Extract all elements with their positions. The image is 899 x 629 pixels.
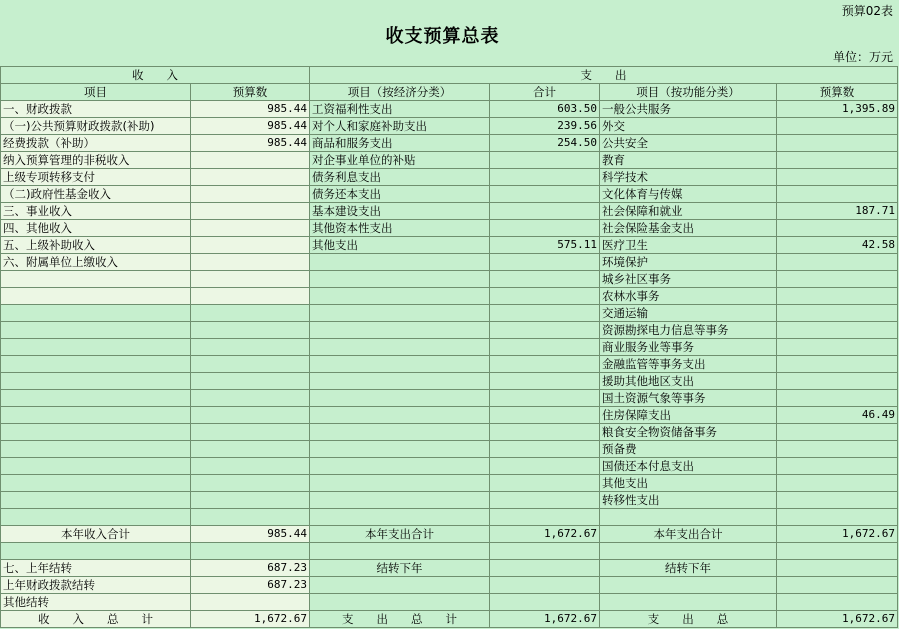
economic-total-cell [490, 594, 600, 611]
income-budget-cell: 985.44 [191, 135, 310, 152]
table-row [1, 458, 898, 475]
page-title: 收支预算总表 [385, 26, 500, 47]
income-item-cell [1, 322, 191, 339]
functional-budget-cell [777, 186, 898, 203]
income-item-cell: （二)政府性基金收入 [1, 186, 191, 203]
functional-budget-cell [777, 305, 898, 322]
income-budget-cell [191, 305, 310, 322]
income-budget-cell [191, 356, 310, 373]
income-group-header: 收 入 [1, 67, 310, 84]
economic-item-cell: 工资福利性支出 [310, 101, 490, 118]
economic-total-cell: 1,672.67 [490, 611, 600, 628]
income-item-cell [1, 288, 191, 305]
economic-item-cell [310, 492, 490, 509]
table-row [1, 118, 898, 135]
functional-item-cell: 公共安全 [600, 135, 777, 152]
functional-budget-cell [777, 390, 898, 407]
column-header-row [1, 84, 898, 101]
economic-item-cell [310, 322, 490, 339]
functional-item-cell [600, 594, 777, 611]
functional-budget-cell [777, 169, 898, 186]
economic-item-cell: 结转下年 [310, 560, 490, 577]
economic-item-cell [310, 305, 490, 322]
functional-item-cell: 医疗卫生 [600, 237, 777, 254]
table-row [1, 101, 898, 118]
income-item-cell: 收 入 总 计 [1, 611, 191, 628]
income-budget-cell [191, 390, 310, 407]
functional-budget-cell: 46.49 [777, 407, 898, 424]
functional-budget-cell [777, 339, 898, 356]
table-row [1, 390, 898, 407]
functional-item-cell: 科学技术 [600, 169, 777, 186]
income-item-cell [1, 424, 191, 441]
economic-item-cell [310, 509, 490, 526]
economic-item-cell: 债务还本支出 [310, 186, 490, 203]
functional-budget-cell [777, 322, 898, 339]
economic-item-cell [310, 373, 490, 390]
functional-budget-cell [777, 152, 898, 169]
income-item-cell: 本年收入合计 [1, 526, 191, 543]
table-row [1, 509, 898, 526]
economic-total-cell [490, 322, 600, 339]
economic-item-cell: 本年支出合计 [310, 526, 490, 543]
income-budget-cell [191, 169, 310, 186]
functional-item-cell: 一般公共服务 [600, 101, 777, 118]
functional-item-cell: 转移性支出 [600, 492, 777, 509]
table-row [1, 492, 898, 509]
functional-item-cell: 资源勘探电力信息等事务 [600, 322, 777, 339]
unit-label: 单位：万元 [832, 50, 893, 64]
economic-item-cell: 支 出 总 计 [310, 611, 490, 628]
economic-total-cell: 603.50 [490, 101, 600, 118]
income-budget-cell [191, 475, 310, 492]
functional-item-cell: 其他支出 [600, 475, 777, 492]
income-budget-cell: 1,672.67 [191, 611, 310, 628]
economic-item-cell: 对个人和家庭补助支出 [310, 118, 490, 135]
functional-budget-cell [777, 135, 898, 152]
table-row [1, 577, 898, 594]
table-row [1, 305, 898, 322]
economic-total-cell [490, 288, 600, 305]
economic-total-cell: 239.56 [490, 118, 600, 135]
economic-total-cell [490, 424, 600, 441]
functional-item-cell: 预备费 [600, 441, 777, 458]
economic-item-cell: 债务利息支出 [310, 169, 490, 186]
economic-item-cell [310, 339, 490, 356]
table-row [1, 594, 898, 611]
economic-total-cell [490, 577, 600, 594]
income-item-cell: 上级专项转移支付 [1, 169, 191, 186]
income-budget-cell [191, 407, 310, 424]
functional-item-cell: 结转下年 [600, 560, 777, 577]
functional-budget-cell: 187.71 [777, 203, 898, 220]
table-row [1, 407, 898, 424]
functional-budget-cell [777, 220, 898, 237]
economic-total-cell [490, 220, 600, 237]
functional-budget-cell [777, 424, 898, 441]
table-row [1, 271, 898, 288]
income-item-cell [1, 356, 191, 373]
income-item-cell [1, 475, 191, 492]
economic-item-cell [310, 441, 490, 458]
table-row [1, 288, 898, 305]
table-row [1, 254, 898, 271]
economic-total-cell: 254.50 [490, 135, 600, 152]
economic-total-cell [490, 186, 600, 203]
economic-total-cell [490, 152, 600, 169]
economic-item-cell [310, 594, 490, 611]
income-budget-cell [191, 152, 310, 169]
economic-item-cell [310, 356, 490, 373]
functional-budget-cell [777, 458, 898, 475]
economic-total-cell [490, 339, 600, 356]
col-header-functional-budget: 预算数 [777, 84, 898, 101]
income-item-cell: 三、事业收入 [1, 203, 191, 220]
income-item-cell [1, 339, 191, 356]
income-budget-cell [191, 458, 310, 475]
functional-item-cell: 社会保障和就业 [600, 203, 777, 220]
functional-item-cell: 交通运输 [600, 305, 777, 322]
functional-budget-cell [777, 118, 898, 135]
table-row [1, 424, 898, 441]
col-header-income-budget: 预算数 [191, 84, 310, 101]
economic-total-cell [490, 356, 600, 373]
income-item-cell: 纳入预算管理的非税收入 [1, 152, 191, 169]
functional-item-cell: 支 出 总 [600, 611, 777, 628]
income-budget-cell: 985.44 [191, 526, 310, 543]
functional-item-cell: 粮食安全物资储备事务 [600, 424, 777, 441]
functional-budget-cell [777, 441, 898, 458]
economic-item-cell: 其他资本性支出 [310, 220, 490, 237]
economic-item-cell: 基本建设支出 [310, 203, 490, 220]
functional-item-cell: 教育 [600, 152, 777, 169]
table-row [1, 560, 898, 577]
income-item-cell: 其他结转 [1, 594, 191, 611]
economic-total-cell [490, 203, 600, 220]
income-item-cell [1, 305, 191, 322]
income-item-cell: 上年财政拨款结转 [1, 577, 191, 594]
income-budget-cell [191, 237, 310, 254]
economic-total-cell [490, 254, 600, 271]
income-budget-cell [191, 373, 310, 390]
functional-item-cell [600, 543, 777, 560]
income-item-cell [1, 407, 191, 424]
economic-total-cell [490, 475, 600, 492]
economic-item-cell [310, 543, 490, 560]
economic-total-cell [490, 543, 600, 560]
functional-budget-cell [777, 373, 898, 390]
functional-budget-cell [777, 288, 898, 305]
functional-item-cell: 城乡社区事务 [600, 271, 777, 288]
functional-item-cell: 环境保护 [600, 254, 777, 271]
group-header-row [1, 67, 898, 84]
income-item-cell [1, 543, 191, 560]
table-row [1, 543, 898, 560]
functional-budget-cell [777, 492, 898, 509]
form-number: 预算02表 [841, 4, 893, 18]
functional-budget-cell [777, 509, 898, 526]
table-row [1, 526, 898, 543]
functional-budget-cell [777, 594, 898, 611]
income-budget-cell [191, 339, 310, 356]
col-header-total: 合计 [490, 84, 600, 101]
economic-total-cell [490, 169, 600, 186]
economic-total-cell [490, 441, 600, 458]
income-budget-cell [191, 492, 310, 509]
functional-item-cell: 住房保障支出 [600, 407, 777, 424]
functional-budget-cell: 42.58 [777, 237, 898, 254]
income-item-cell: （一)公共预算财政拨款(补助) [1, 118, 191, 135]
income-item-cell: 五、上级补助收入 [1, 237, 191, 254]
economic-total-cell [490, 407, 600, 424]
functional-budget-cell [777, 356, 898, 373]
functional-item-cell: 商业服务业等事务 [600, 339, 777, 356]
table-row [1, 475, 898, 492]
income-budget-cell [191, 186, 310, 203]
income-item-cell [1, 271, 191, 288]
functional-budget-cell [777, 560, 898, 577]
income-item-cell [1, 458, 191, 475]
income-item-cell [1, 390, 191, 407]
functional-budget-cell [777, 475, 898, 492]
functional-item-cell: 农林水事务 [600, 288, 777, 305]
income-item-cell [1, 441, 191, 458]
functional-item-cell: 援助其他地区支出 [600, 373, 777, 390]
economic-total-cell [490, 509, 600, 526]
income-item-cell [1, 373, 191, 390]
income-budget-cell: 985.44 [191, 101, 310, 118]
table-row [1, 186, 898, 203]
table-row [1, 203, 898, 220]
income-budget-cell [191, 441, 310, 458]
budget-table [0, 66, 898, 628]
table-row [1, 356, 898, 373]
functional-item-cell [600, 577, 777, 594]
functional-budget-cell [777, 254, 898, 271]
expense-group-header: 支 出 [310, 67, 898, 84]
income-item-cell [1, 492, 191, 509]
income-item-cell [1, 509, 191, 526]
table-row [1, 611, 898, 628]
table-row [1, 339, 898, 356]
economic-item-cell [310, 390, 490, 407]
table-row [1, 441, 898, 458]
functional-item-cell [600, 509, 777, 526]
income-budget-cell [191, 594, 310, 611]
income-item-cell: 一、财政拨款 [1, 101, 191, 118]
functional-budget-cell [777, 543, 898, 560]
income-budget-cell [191, 220, 310, 237]
table-row [1, 373, 898, 390]
table-row [1, 135, 898, 152]
income-budget-cell: 687.23 [191, 560, 310, 577]
economic-item-cell [310, 288, 490, 305]
functional-item-cell: 社会保险基金支出 [600, 220, 777, 237]
economic-total-cell [490, 271, 600, 288]
income-budget-cell: 985.44 [191, 118, 310, 135]
functional-item-cell: 金融监管等事务支出 [600, 356, 777, 373]
income-item-cell: 六、附属单位上缴收入 [1, 254, 191, 271]
economic-total-cell [490, 305, 600, 322]
economic-item-cell [310, 458, 490, 475]
income-item-cell: 四、其他收入 [1, 220, 191, 237]
income-budget-cell [191, 203, 310, 220]
table-row [1, 237, 898, 254]
economic-item-cell [310, 424, 490, 441]
income-budget-cell [191, 288, 310, 305]
economic-total-cell [490, 390, 600, 407]
economic-item-cell [310, 475, 490, 492]
income-budget-cell: 687.23 [191, 577, 310, 594]
functional-budget-cell [777, 577, 898, 594]
col-header-functional-item: 项目（按功能分类） [600, 84, 777, 101]
table-row [1, 152, 898, 169]
col-header-economic-item: 项目（按经济分类） [310, 84, 490, 101]
col-header-income-item: 项目 [1, 84, 191, 101]
functional-item-cell: 国债还本付息支出 [600, 458, 777, 475]
economic-item-cell [310, 407, 490, 424]
economic-item-cell: 对企事业单位的补贴 [310, 152, 490, 169]
income-item-cell: 经费拨款（补助） [1, 135, 191, 152]
functional-budget-cell: 1,672.67 [777, 611, 898, 628]
economic-item-cell [310, 577, 490, 594]
income-budget-cell [191, 254, 310, 271]
income-budget-cell [191, 424, 310, 441]
income-budget-cell [191, 509, 310, 526]
economic-total-cell: 1,672.67 [490, 526, 600, 543]
functional-item-cell: 本年支出合计 [600, 526, 777, 543]
table-row [1, 322, 898, 339]
table-row [1, 220, 898, 237]
income-budget-cell [191, 271, 310, 288]
income-budget-cell [191, 543, 310, 560]
income-item-cell: 七、上年结转 [1, 560, 191, 577]
table-row [1, 169, 898, 186]
economic-total-cell [490, 560, 600, 577]
functional-item-cell: 国土资源气象等事务 [600, 390, 777, 407]
economic-item-cell [310, 254, 490, 271]
functional-item-cell: 文化体育与传媒 [600, 186, 777, 203]
economic-total-cell: 575.11 [490, 237, 600, 254]
economic-item-cell [310, 271, 490, 288]
economic-item-cell: 商品和服务支出 [310, 135, 490, 152]
functional-budget-cell: 1,672.67 [777, 526, 898, 543]
economic-total-cell [490, 373, 600, 390]
economic-item-cell: 其他支出 [310, 237, 490, 254]
functional-budget-cell: 1,395.89 [777, 101, 898, 118]
functional-item-cell: 外交 [600, 118, 777, 135]
economic-total-cell [490, 458, 600, 475]
functional-budget-cell [777, 271, 898, 288]
economic-total-cell [490, 492, 600, 509]
income-budget-cell [191, 322, 310, 339]
